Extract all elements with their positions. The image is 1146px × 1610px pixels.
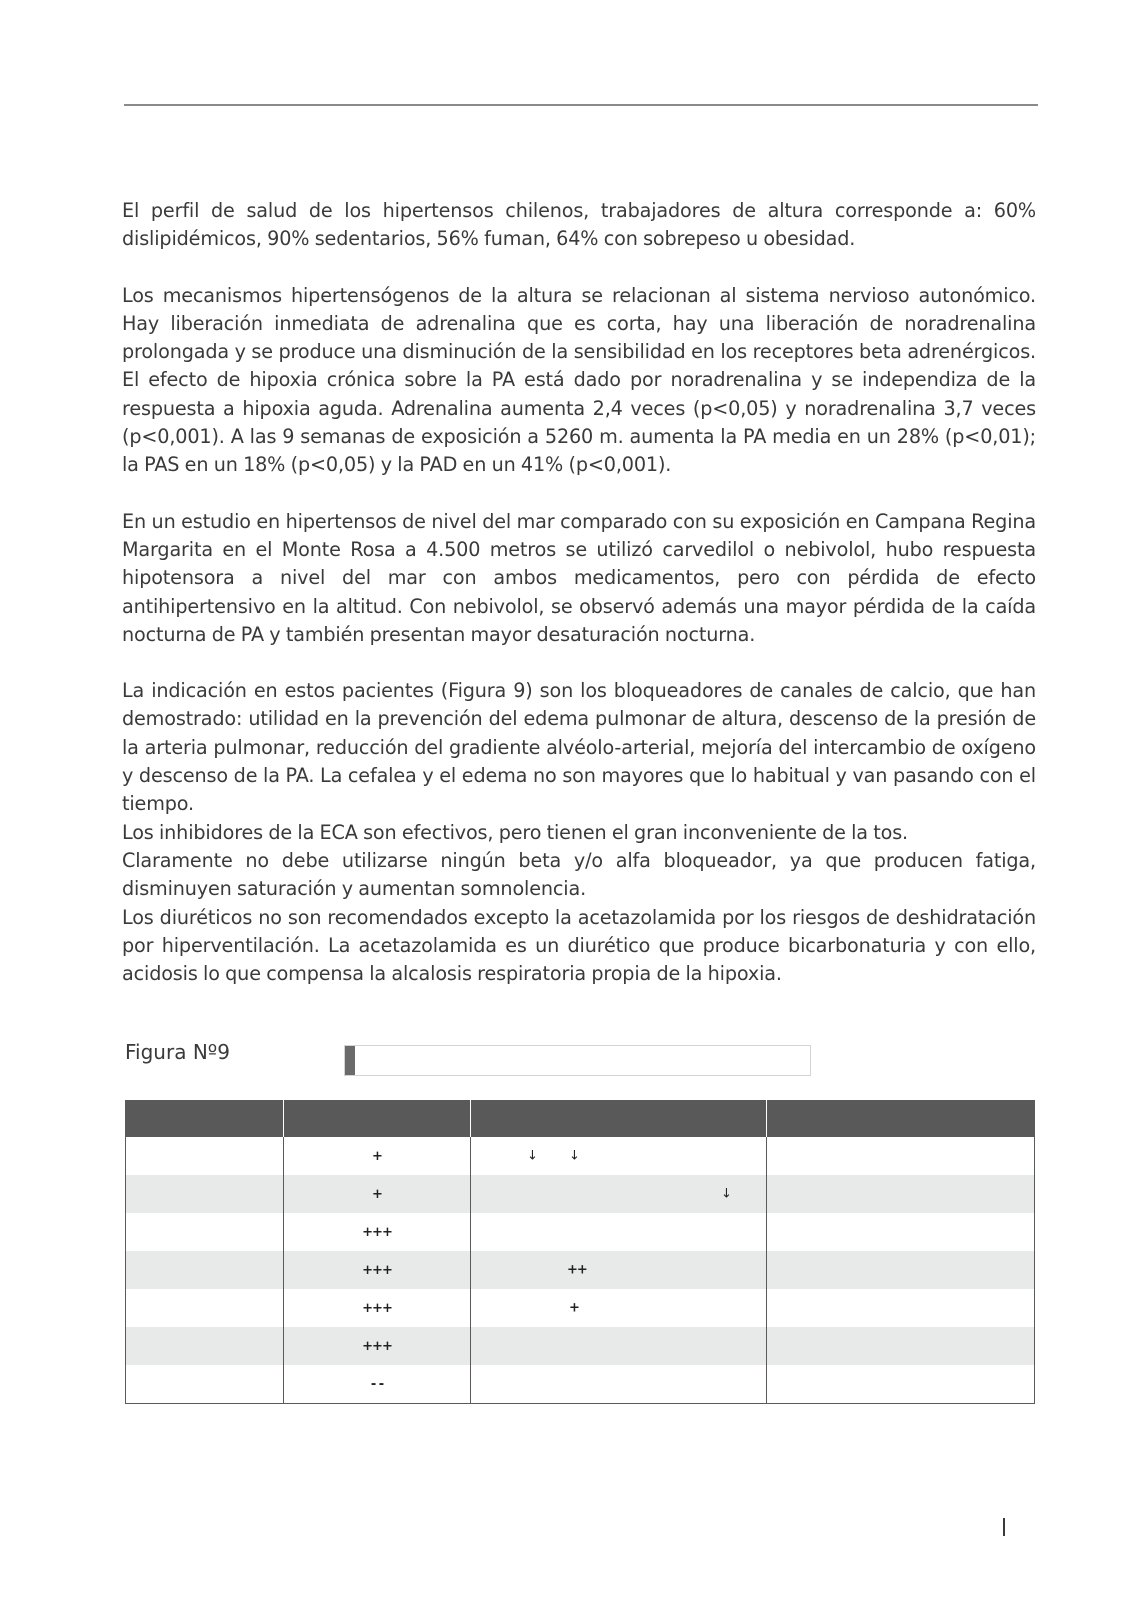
table-cell [126,1365,284,1404]
table-cell [126,1213,284,1251]
table-header-cell [284,1101,471,1138]
table-header-cell [126,1101,284,1138]
table-cell [767,1365,1035,1404]
paragraph-indication: La indicación en estos pacientes (Figura 9) son los bloqueadores de canales de calcio, que han demostrado: utilidad en la prevención del edema pulmonar de altura, descenso de la presión de la arteria pulmonar, reducción del gradiente alvéolo-arterial, mejoría del intercambio de oxígeno y descenso de la PA. La cefalea y el edema no son mayores que lo habitual y van pasando con el tiempo. [122,679,1036,816]
table-cell: +++ [284,1289,471,1327]
table-row [126,1175,1035,1213]
table-cell: + [284,1175,471,1213]
table-cell [471,1251,767,1289]
table-cell: +++ [284,1327,471,1365]
table-row [126,1327,1035,1365]
paragraph-health-profile: El perfil de salud de los hipertensos chilenos, trabajadores de altura corresponde a: 60% dislipidémicos, 90% sedentarios, 56% fuman, 64% con sobrepeso u obesidad. [122,199,1036,251]
table-cell [471,1137,767,1175]
table-cell [767,1251,1035,1289]
table-cell: - - [284,1365,471,1404]
table-row [126,1251,1035,1289]
table-header-cell [767,1101,1035,1138]
table-cell [126,1251,284,1289]
table-cell [126,1327,284,1365]
table-cell [767,1213,1035,1251]
table-row [126,1137,1035,1175]
figure-title-box [344,1045,811,1076]
table-mark: ++ [567,1262,587,1278]
table-header-row [126,1101,1035,1138]
down-arrow-icon: ↓ [721,1186,731,1202]
table-mark: + [569,1300,579,1316]
table-cell [471,1213,767,1251]
table-cell [471,1175,767,1213]
table-cell [126,1289,284,1327]
table-cell [126,1137,284,1175]
figure-label: Figura Nº9 [125,1040,230,1064]
table-cell [767,1289,1035,1327]
body-text [122,197,1036,988]
table-header-cell [471,1101,767,1138]
table-cell [471,1327,767,1365]
table-cell [126,1175,284,1213]
page-marker [1003,1518,1005,1536]
table-cell: + [284,1137,471,1175]
figure-title-marker [345,1046,355,1075]
table-cell [767,1327,1035,1365]
table-row [126,1289,1035,1327]
down-arrow-icon: ↓ [527,1148,537,1164]
table-cell [767,1137,1035,1175]
figure-table [125,1100,1035,1404]
table-cell [471,1365,767,1404]
paragraph-ace-inhibitors: Los inhibidores de la ECA son efectivos, pero tienen el gran inconveniente de la tos. [122,820,908,844]
table-cell: +++ [284,1213,471,1251]
table-cell: +++ [284,1251,471,1289]
paragraph-study: En un estudio en hipertensos de nivel del mar comparado con su exposición en Campana Regina Margarita en el Monte Rosa a 4.500 metros se utilizó carvedilol o nebivolol, hubo respuesta hipotensora a nivel del mar con ambos medicamentos, pero con pérdida de efecto antihipertensivo en la altitud. Con nebivolol, se observó además una mayor pérdida de la caída nocturna de PA y también presentan mayor desaturación nocturna. [122,509,1036,646]
paragraph-beta-blockers: Claramente no debe utilizarse ningún beta y/o alfa bloqueador, ya que producen fatiga, disminuyen saturación y aumentan somnolencia. [122,848,1036,901]
table-row [126,1213,1035,1251]
paragraph-mechanisms: Los mecanismos hipertensógenos de la altura se relacionan al sistema nervioso autonómico. Hay liberación inmediata de adrenalina que es corta, hay una liberación de noradrenalina prolongada y se produce una disminución de la sensibilidad en los receptores beta adrenérgicos. El efecto de hipoxia crónica sobre la PA está dado por noradrenalina y se independiza de la respuesta a hipoxia aguda. Adrenalina aumenta 2,4 veces (p<0,05) y noradrenalina 3,7 veces (p<0,001). A las 9 semanas de exposición a 5260 m. aumenta la PA media en un 28% (p<0,01); la PAS en un 18% (p<0,05) y la PAD en un 41% (p<0,001). [122,283,1036,477]
paragraph-diuretics: Los diuréticos no son recomendados excepto la acetazolamida por los riesgos de deshidratación por hiperventilación. La acetazolamida es un diurético que produce bicarbonaturia y con ello, acidosis lo que compensa la alcalosis respiratoria propia de la hipoxia. [122,905,1036,986]
header-rule [124,104,1038,106]
table-row [126,1365,1035,1404]
down-arrow-icon: ↓ [569,1148,579,1164]
table-cell [767,1175,1035,1213]
table-cell [471,1289,767,1327]
